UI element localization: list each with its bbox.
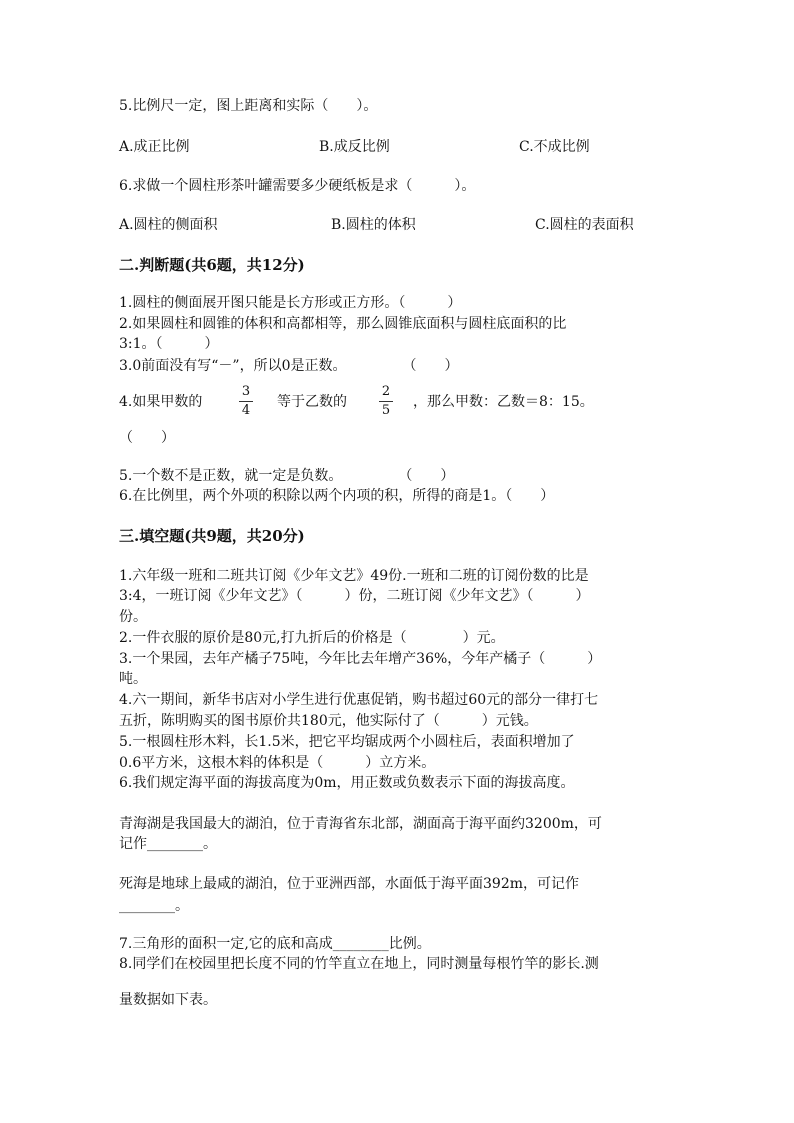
fraction-denominator: 5 [381, 403, 391, 418]
fill-question-3-line-1: 3.一个果园，去年产橘子75吨，今年比去年增产36%，今年产橘子（ ） [119, 651, 602, 667]
q5-option-b: B.成反比例 [319, 139, 390, 155]
fraction-numerator: 2 [381, 384, 391, 399]
section-2-title: 二.判断题(共6题，共12分) [119, 256, 305, 274]
tf-question-3: 3.0前面没有写“－”，所以0是正数。 （ ） [119, 358, 459, 374]
q6-option-b: B.圆柱的体积 [331, 217, 416, 233]
q5-option-a: A.成正比例 [119, 139, 190, 155]
tf-q4-part-1: 4.如果甲数的 [119, 394, 203, 410]
fill-question-1-line-2: 3:4，一班订阅《少年文艺》（ ）份，二班订阅《少年文艺》（ ） [119, 588, 590, 604]
fill-question-8-line-2: 量数据如下表。 [119, 992, 217, 1008]
qinghai-lake-line-1: 青海湖是我国最大的湖泊，位于青海省东北部，湖面高于海平面约3200m，可 [119, 816, 602, 832]
fill-question-3-line-2: 吨。 [119, 671, 147, 687]
tf-question-5: 5.一个数不是正数，就一定是负数。 （ ） [119, 468, 455, 484]
fill-question-5-line-2: 0.6平方米，这根木料的体积是（ ）立方米。 [119, 755, 436, 771]
q6-option-a: A.圆柱的侧面积 [119, 217, 218, 233]
fraction-numerator: 3 [241, 384, 251, 399]
tf-question-6: 6.在比例里，两个外项的积除以两个内项的积，所得的商是1。（ ） [119, 488, 555, 504]
fraction-three-quarters [239, 385, 253, 418]
fill-question-6: 6.我们规定海平面的海拔高度为0m，用正数或负数表示下面的海拔高度。 [119, 775, 575, 791]
section-3-title: 三.填空题(共9题，共20分) [119, 527, 305, 545]
tf-question-1: 1.圆柱的侧面展开图只能是长方形或正方形。（ ） [119, 295, 462, 311]
fill-question-5-line-1: 5.一根圆柱形木料，长1.5米，把它平均锯成两个小圆柱后，表面积增加了 [119, 734, 575, 750]
fraction-denominator: 4 [241, 403, 251, 418]
fraction-bar [379, 401, 393, 402]
fraction-two-fifths [379, 385, 393, 418]
fill-question-4-line-2: 五折，陈明购买的图书原价共180元，他实际付了（ ）元钱。 [119, 713, 538, 729]
tf-question-2-line-1: 2.如果圆柱和圆锥的体积和高都相等，那么圆锥底面积与圆柱底面积的比 [119, 316, 567, 332]
qinghai-lake-line-2: 记作________。 [119, 836, 217, 852]
tf-q4-part-3: ，那么甲数：乙数＝8：15。 [413, 394, 594, 410]
question-6-text: 6.求做一个圆柱形茶叶罐需要多少硬纸板是求（ ）。 [119, 178, 476, 194]
q6-option-c: C.圆柱的表面积 [535, 217, 634, 233]
tf-question-4-blank: （ ） [119, 430, 175, 446]
fill-question-7: 7.三角形的面积一定,它的底和高成________比例。 [119, 936, 431, 952]
tf-question-2-line-2: 3:1。（ ） [119, 336, 219, 352]
q5-option-c: C.不成比例 [519, 139, 590, 155]
dead-sea-line-1: 死海是地球上最咸的湖泊，位于亚洲西部，水面低于海平面392m，可记作 [119, 876, 579, 892]
fraction-bar [239, 401, 253, 402]
dead-sea-line-2: ________。 [119, 898, 189, 914]
fill-question-2: 2.一件衣服的原价是80元,打九折后的价格是（ ）元。 [119, 630, 505, 646]
tf-q4-part-2: 等于乙数的 [277, 394, 347, 410]
fill-question-8-line-1: 8.同学们在校园里把长度不同的竹竿直立在地上，同时测量每根竹竿的影长.测 [119, 956, 599, 972]
fill-question-4-line-1: 4.六一期间，新华书店对小学生进行优惠促销，购书超过60元的部分一律打七 [119, 692, 599, 708]
question-5-text: 5.比例尺一定，图上距离和实际（ ）。 [119, 98, 378, 114]
fill-question-1-line-1: 1.六年级一班和二班共订阅《少年文艺》49份.一班和二班的订阅份数的比是 [119, 568, 589, 584]
fill-question-1-line-3: 份。 [119, 609, 147, 625]
